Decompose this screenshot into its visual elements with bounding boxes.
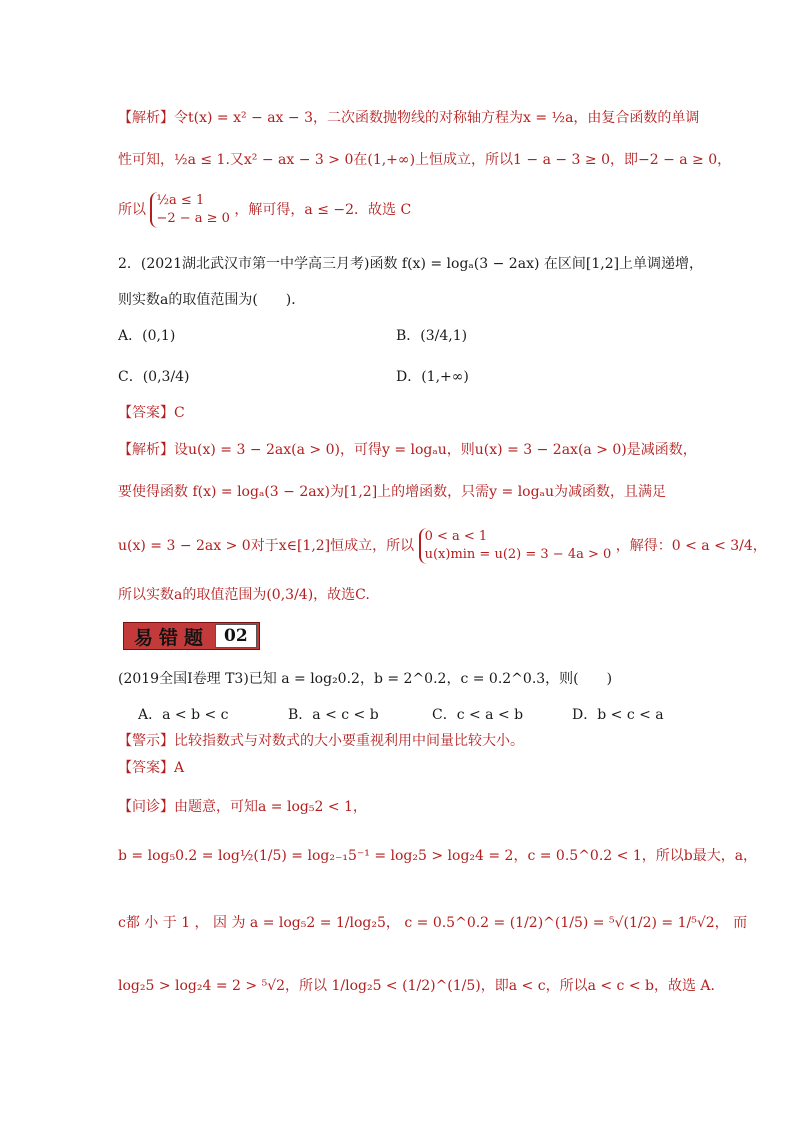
q2-analysis-line3: u(x) = 3 − 2ax > 0对于x∈[1,2]恒成立，所以 0 < a < 1 u(x)min = u(2) = 3 − 4a > 0 ，解得：0 < a < 3/4，	[118, 529, 767, 562]
q2-stem-line1: 2．(2021湖北武汉市第一中学高三月考)函数 f(x) = logₐ(3 − 2ax) 在区间[1,2]上单调递增，	[118, 256, 704, 272]
q1-analysis-line3: 所以 ½a ≤ 1 −2 − a ≥ 0 ，解可得，a ≤ −2．故选 C	[118, 193, 412, 226]
q2-analysis-line1: 【解析】设u(x) = 3 − 2ax(a > 0)，可得y = logₐu，则u(x) = 3 − 2ax(a > 0)是减函数，	[118, 442, 697, 458]
q3-warning: 【警示】比较指数式与对数式的大小要重视利用中间量比较大小。	[118, 733, 524, 749]
error-prone-badge	[123, 622, 260, 650]
q3-option-a: A．a < b < c	[138, 707, 229, 723]
q2-option-c: C．(0,3/4)	[118, 369, 190, 385]
badge-title: 易错题	[134, 626, 210, 649]
q2-inequality-system: 0 < a < 1 u(x)min = u(2) = 3 − 4a > 0	[419, 528, 612, 564]
q1-analysis-line2: 性可知，½a ≤ 1.又x² − ax − 3 > 0在(1,+∞)上恒成立，所以1 − a − 3 ≥ 0，即−2 − a ≥ 0，	[118, 152, 732, 168]
q3-diagnosis-line1: 【问诊】由题意，可知a = log₅2 < 1，	[118, 799, 367, 815]
q3-diagnosis-line3: c都 小 于 1 ， 因 为 a = log₅2 = 1/log₂5， c = 0.5^0.2 = (1/2)^(1/5) = ⁵√(1/2) = 1/⁵√2， 而	[118, 915, 748, 931]
q3-answer: 【答案】A	[118, 760, 185, 776]
q2-answer: 【答案】C	[118, 405, 185, 421]
q1-analysis-line1: 【解析】令t(x) = x² − ax − 3，二次函数抛物线的对称轴方程为x = ½a，由复合函数的单调	[118, 110, 700, 126]
q2-analysis-line4: 所以实数a的取值范围为(0,3/4)，故选C.	[118, 587, 370, 603]
q2-option-d: D．(1,+∞)	[396, 369, 469, 385]
badge-number: 02	[215, 624, 257, 648]
q3-stem: (2019全国Ⅰ卷理 T3)已知 a = log₂0.2，b = 2^0.2，c = 0.2^0.3，则( )	[118, 671, 613, 687]
q3-diagnosis-line4: log₂5 > log₂4 = 2 > ⁵√2，所以 1/log₂5 < (1/2)^(1/5)，即a < c，所以a < c < b，故选 A．	[118, 978, 725, 994]
q3-option-b: B．a < c < b	[288, 707, 379, 723]
q3-option-d: D．b < c < a	[572, 707, 664, 723]
q2-option-b: B．(3/4,1)	[396, 328, 468, 344]
q3-option-c: C．c < a < b	[432, 707, 524, 723]
q2-option-a: A．(0,1)	[118, 328, 176, 344]
analysis-tag: 【解析】	[118, 110, 174, 126]
q2-analysis-line2: 要使得函数 f(x) = logₐ(3 − 2ax)为[1,2]上的增函数，只需y = logₐu为减函数，且满足	[118, 484, 666, 500]
q1-equation-system: ½a ≤ 1 −2 − a ≥ 0	[150, 192, 230, 228]
q2-stem-line2: 则实数a的取值范围为( )．	[118, 292, 306, 308]
q3-diagnosis-line2: b = log₅0.2 = log½(1/5) = log₂₋₁5⁻¹ = log₂5 > log₂4 = 2，c = 0.5^0.2 < 1，所以b最大，a，	[118, 848, 758, 864]
